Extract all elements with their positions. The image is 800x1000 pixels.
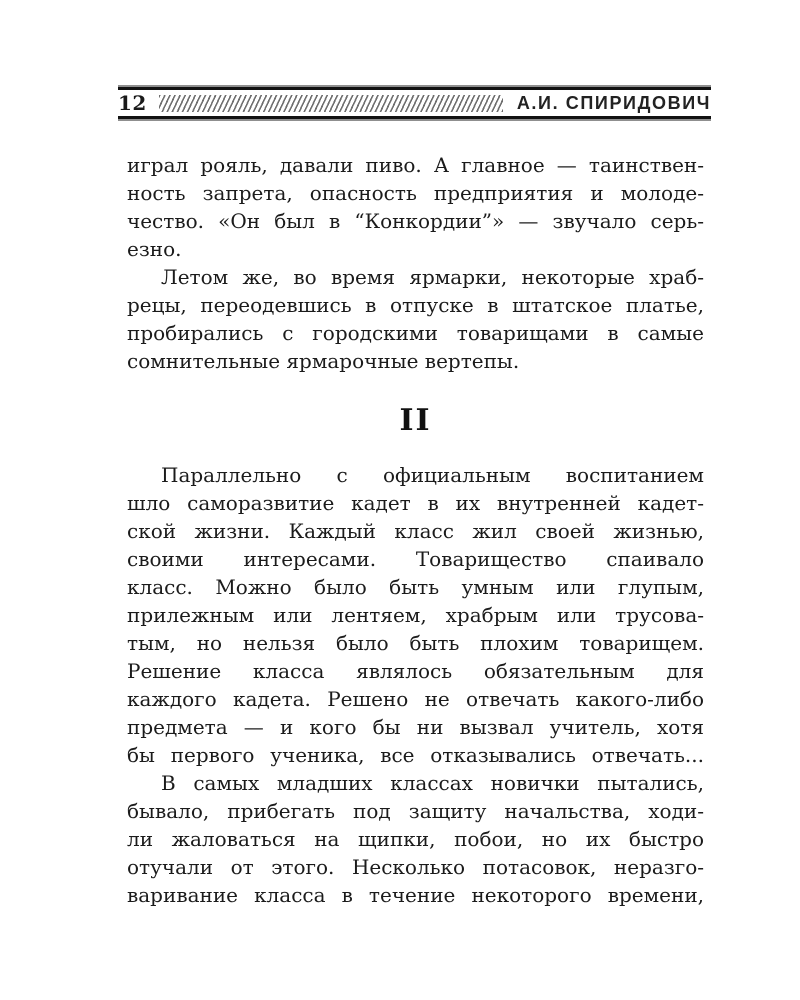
- text-line: варивание класса в течение некоторого времени,: [127, 883, 704, 907]
- text-line: прилежным или лентяем, храбрым или трусова-: [127, 603, 704, 627]
- page-header: [118, 85, 711, 121]
- text-line: рецы, переодевшись в отпуске в штатское платье,: [127, 293, 704, 317]
- text-line: предмета — и кого бы ни вызвал учитель, хотя: [127, 715, 704, 739]
- text-flow: [127, 151, 704, 909]
- text-line: отучали от этого. Несколько потасовок, неразго-: [127, 855, 704, 879]
- text-line: Решение класса являлось обязательным для: [127, 659, 704, 683]
- text-line: Параллельно с официальным воспитанием: [161, 463, 704, 487]
- text-line: своими интересами. Товарищество спаивало: [127, 547, 704, 571]
- text-line: чество. «Он был в “Конкордии”» — звучало серь-: [127, 209, 704, 233]
- chapter-heading: II: [399, 403, 432, 438]
- text-line: класс. Можно было быть умным или глупым,: [127, 575, 704, 599]
- text-line: пробирались с городскими товарищами в самые: [127, 321, 704, 345]
- text-line: В самых младших классах новички пытались,: [161, 771, 704, 795]
- text-line: каждого кадета. Решено не отвечать какого-либо: [127, 687, 704, 711]
- running-title-author: А.И. СПИРИДОВИЧ: [516, 92, 711, 113]
- paragraph: [127, 769, 704, 909]
- text-line: сомнительные ярмарочные вертепы.: [127, 349, 520, 373]
- text-line: бы первого ученика, все отказывались отвечать...: [127, 743, 704, 767]
- text-line: ской жизни. Каждый класс жил своей жизнью,: [127, 519, 704, 543]
- text-line: езно.: [127, 237, 182, 261]
- header-bottom-rule-gray: [118, 119, 711, 121]
- header-row: [118, 90, 711, 116]
- text-line: Летом же, во время ярмарки, некоторые храб-: [161, 265, 704, 289]
- text-line: шло саморазвитие кадет в их внутренней кадет-: [127, 491, 704, 515]
- text-line: ли жаловаться на щипки, побои, но их быстро: [127, 827, 704, 851]
- text-line: ность запрета, опасность предприятия и молоде-: [127, 181, 704, 205]
- hatch-ornament: [159, 95, 503, 112]
- paragraph: [127, 461, 704, 769]
- text-line: играл рояль, давали пиво. А главное — таинствен-: [127, 153, 704, 177]
- paragraph: [127, 263, 704, 375]
- page-number: 12: [118, 91, 147, 115]
- text-line: бывало, прибегать под защиту начальства, ходи-: [127, 799, 704, 823]
- text-line: тым, но нельзя было быть плохим товарищем.: [127, 631, 704, 655]
- paragraph: [127, 151, 704, 263]
